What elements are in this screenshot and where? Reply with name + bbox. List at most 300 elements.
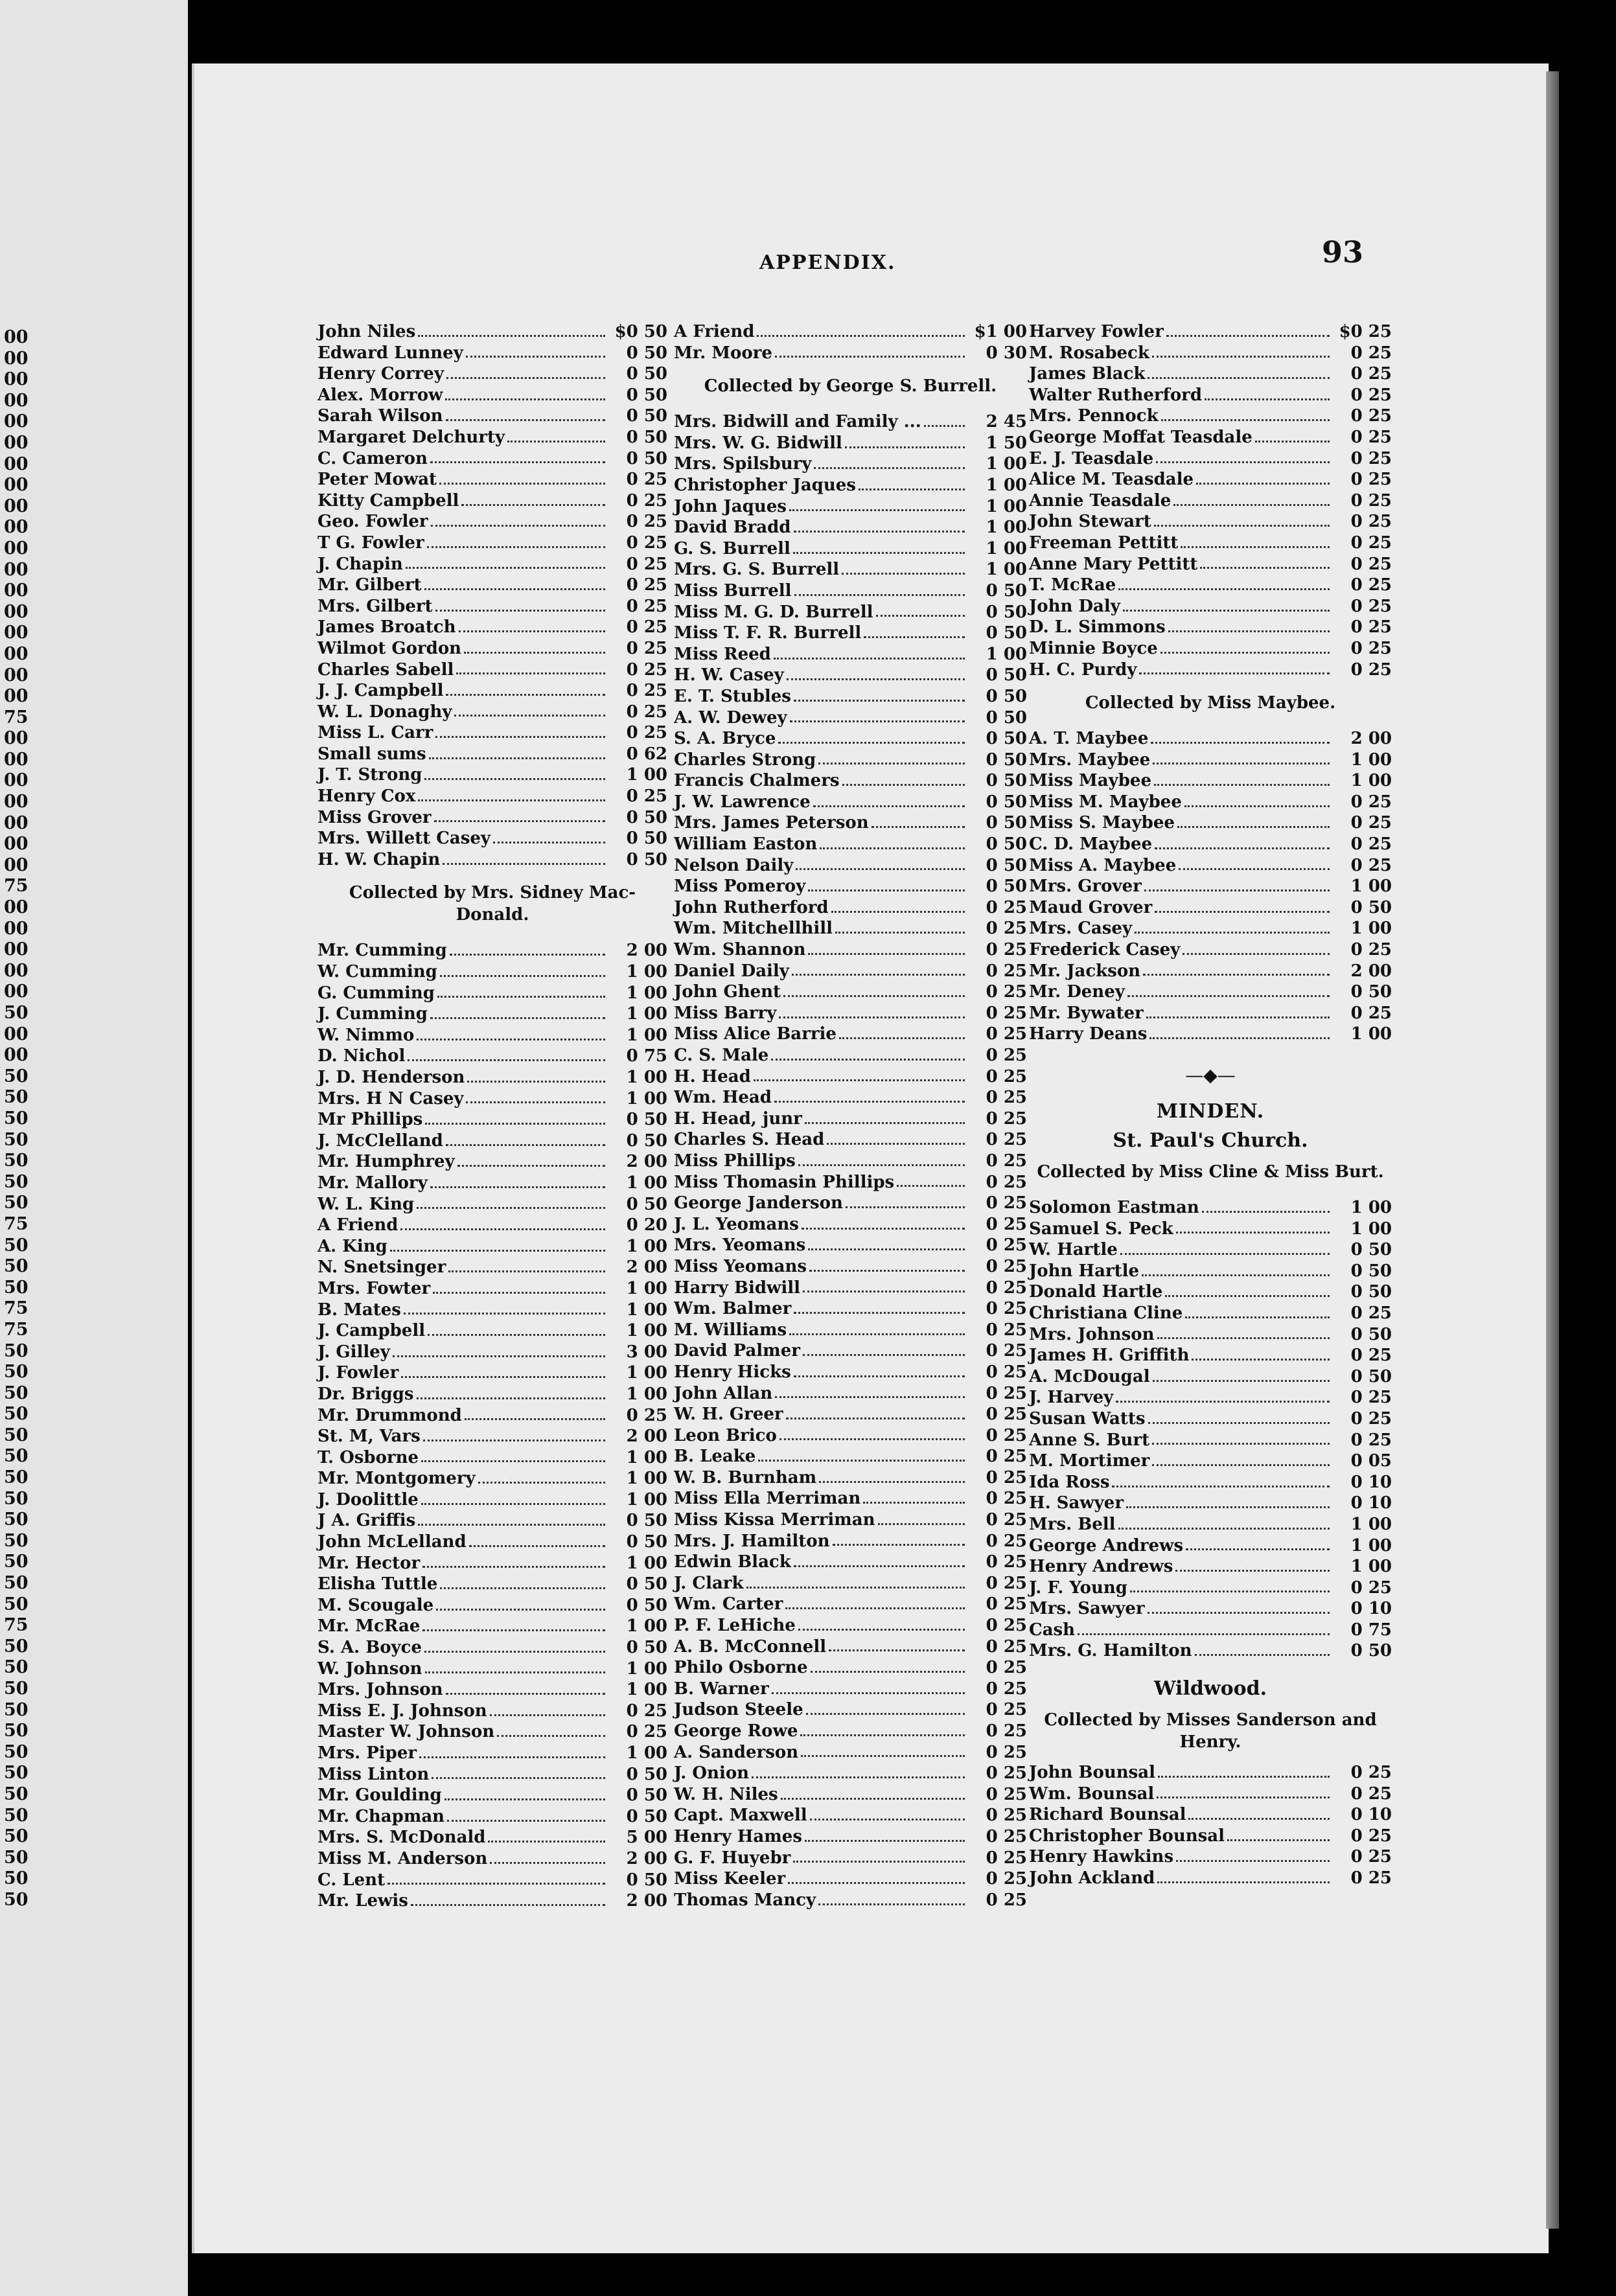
- subscriber-entry: [317, 1848, 667, 1870]
- subscriber-name: Mrs. Willett Casey: [317, 829, 491, 849]
- dot-leader: [924, 425, 965, 427]
- amount: 0 25: [986, 1700, 1027, 1720]
- prev-amount: 00: [4, 728, 29, 749]
- subscriber-name: Mr. Moore: [674, 343, 772, 363]
- prev-amount: 50: [4, 1868, 29, 1889]
- dot-leader: [418, 1524, 605, 1526]
- amount: 0 25: [986, 1742, 1027, 1762]
- subscriber-name: E. T. Stubles: [674, 686, 791, 706]
- amount: 2 00: [626, 1848, 667, 1868]
- prev-amount: 00: [4, 432, 29, 453]
- dot-leader: [788, 1882, 965, 1884]
- prev-amount: 50: [4, 1847, 29, 1868]
- subscriber-name: Miss A. Maybee: [1029, 855, 1177, 875]
- amount: 0 25: [986, 1573, 1027, 1593]
- amount: 0 50: [626, 448, 667, 468]
- prev-amount: 00: [4, 982, 29, 1002]
- prev-amount: 50: [4, 1889, 29, 1910]
- subscriber-entry: [1029, 770, 1392, 792]
- subscriber-entry: [317, 1574, 667, 1595]
- subscriber-name: Henry Hawkins: [1029, 1847, 1174, 1867]
- amount: 1 00: [626, 1553, 667, 1573]
- subscriber-entry: [1029, 897, 1392, 919]
- subscriber-name: Christiana Cline: [1029, 1303, 1183, 1323]
- subscriber-entry: [674, 855, 1027, 877]
- dot-leader: [1157, 1797, 1330, 1798]
- dot-leader: [1157, 1337, 1330, 1339]
- dot-leader: [1154, 525, 1330, 527]
- collector-heading: Collected by Mrs. Sidney Mac-Donald.: [349, 883, 636, 925]
- subscriber-entry: [317, 744, 667, 765]
- subscriber-entry: [674, 1108, 1027, 1130]
- dot-leader: [754, 1079, 965, 1081]
- dot-leader: [774, 1101, 965, 1103]
- subscriber-name: M. Mortimer: [1029, 1451, 1150, 1471]
- dot-leader: [1188, 1818, 1330, 1820]
- subscriber-entry: [1029, 533, 1392, 554]
- dot-leader: [845, 446, 965, 448]
- subscriber-entry: [674, 707, 1027, 729]
- subscriber-name: Mrs. H N Casey: [317, 1088, 464, 1108]
- dot-leader: [432, 1777, 605, 1779]
- subscriber-name: Wm. Balmer: [674, 1299, 792, 1319]
- prev-amount: 00: [4, 1045, 29, 1066]
- dot-leader: [418, 799, 605, 801]
- amount: 0 25: [986, 1784, 1027, 1804]
- subscriber-name: Miss Linton: [317, 1764, 430, 1784]
- subscriber-name: Mrs. Pennock: [1029, 406, 1159, 426]
- subscriber-name: W. L. Donaghy: [317, 702, 452, 722]
- subscriber-entry: [1029, 385, 1392, 406]
- subscriber-entry: [1029, 490, 1392, 512]
- subscriber-entry: [1029, 728, 1392, 750]
- prev-amount: 50: [4, 1404, 29, 1425]
- amount: $1 00: [974, 322, 1027, 341]
- collector-heading: Collected by George S. Burrell.: [704, 376, 997, 396]
- amount: 0 50: [626, 1532, 667, 1552]
- amount: 0 50: [626, 1764, 667, 1784]
- prev-amount: 50: [4, 1235, 29, 1256]
- subscriber-entry: [1029, 1535, 1392, 1557]
- subscriber-entry: [317, 1721, 667, 1743]
- subscriber-name: B. Mates: [317, 1300, 401, 1320]
- dot-leader: [1112, 1486, 1330, 1487]
- subscriber-entry: [1029, 406, 1392, 427]
- subscriber-name: C. S. Male: [674, 1046, 769, 1065]
- dot-leader: [450, 954, 605, 956]
- subscriber-name: Wilmot Gordon: [317, 638, 462, 658]
- dot-leader: [1146, 1016, 1330, 1018]
- dot-leader: [798, 1629, 965, 1631]
- subscriber-entry: [674, 1848, 1027, 1869]
- dot-leader: [466, 1101, 605, 1103]
- subscriber-name: Miss Kissa Merriman: [674, 1510, 875, 1530]
- amount: 0 25: [1350, 1826, 1392, 1846]
- amount: 1 00: [626, 1447, 667, 1467]
- subscriber-entry: [317, 961, 667, 983]
- dot-leader: [435, 610, 605, 612]
- dot-leader: [831, 911, 965, 913]
- amount: 1 00: [626, 1680, 667, 1700]
- dot-leader: [417, 1207, 605, 1209]
- subscriber-entry: [674, 1151, 1027, 1172]
- dot-leader: [787, 678, 965, 680]
- subscriber-entry: [674, 939, 1027, 961]
- amount: 0 50: [626, 1806, 667, 1826]
- amount: 0 25: [986, 1806, 1027, 1826]
- subscriber-name: Mrs. Sawyer: [1029, 1599, 1145, 1619]
- subscriber-entry: [317, 1890, 667, 1912]
- subscriber-name: John Jaques: [674, 496, 787, 516]
- subscriber-name: Miss Yeomans: [674, 1256, 807, 1276]
- subscriber-name: Donald Hartle: [1029, 1282, 1163, 1302]
- subscriber-entry: [317, 940, 667, 961]
- dot-leader: [1161, 419, 1330, 421]
- prev-amount: 00: [4, 939, 29, 960]
- amount: 0 50: [986, 771, 1027, 791]
- prev-amount: 00: [4, 855, 29, 875]
- prev-amount: 00: [4, 623, 29, 643]
- subscriber-name: Miss Alice Barrie: [674, 1024, 837, 1044]
- subscriber-name: J. J. Campbell: [317, 681, 444, 701]
- amount: 0 25: [1350, 1430, 1392, 1450]
- dot-leader: [1126, 1506, 1330, 1508]
- dot-leader: [1142, 1274, 1330, 1276]
- dot-leader: [789, 509, 965, 511]
- subscriber-name: J. D. Henderson: [317, 1068, 465, 1087]
- amount: 0 25: [986, 1151, 1027, 1171]
- dot-leader: [435, 736, 605, 738]
- subscriber-name: Henry Hicks: [674, 1362, 791, 1382]
- subscriber-entry: [1029, 1281, 1392, 1303]
- subscriber-entry: [317, 1659, 667, 1680]
- subscriber-name: Alex. Morrow: [317, 385, 443, 405]
- dot-leader: [775, 1396, 965, 1398]
- amount: 0 25: [626, 786, 667, 807]
- dot-leader: [1176, 1232, 1330, 1234]
- amount: 1 00: [1350, 1198, 1392, 1217]
- amount: 0 50: [626, 807, 667, 827]
- subscriber-entry: [317, 786, 667, 807]
- subscriber-entry: [317, 764, 667, 786]
- subscriber-name: Miss M. G. D. Burrell: [674, 602, 873, 622]
- subscriber-entry: [317, 1362, 667, 1384]
- subscriber-entry: [317, 1025, 667, 1046]
- collector-heading: Collected by Miss Maybee.: [1085, 693, 1336, 713]
- dot-leader: [446, 1144, 605, 1146]
- amount: 0 25: [986, 1467, 1027, 1487]
- dot-leader: [464, 652, 605, 654]
- subscriber-name: John Ghent: [674, 982, 781, 1002]
- subscriber-entry: [317, 363, 667, 385]
- subscriber-name: Edwin Black: [674, 1552, 791, 1572]
- dot-leader: [1185, 1316, 1330, 1318]
- dot-leader: [813, 805, 965, 807]
- dot-leader: [794, 700, 965, 702]
- dot-leader: [794, 531, 965, 533]
- subscriber-name: Miss Thomasin Phillips: [674, 1172, 895, 1192]
- subscriber-entry: [1029, 1451, 1392, 1472]
- subscriber-entry: [674, 792, 1027, 813]
- amount: 0 25: [986, 961, 1027, 981]
- amount: 0 25: [986, 1256, 1027, 1276]
- dot-leader: [792, 974, 965, 976]
- subscriber-entry: [317, 1151, 667, 1173]
- previous-page-amounts: [0, 327, 43, 1911]
- subscriber-entry: [1029, 617, 1392, 638]
- entry-list: [1029, 728, 1392, 1045]
- subscriber-name: Miss M. Maybee: [1029, 792, 1182, 812]
- amount: 0 25: [626, 723, 667, 743]
- subscriber-entry: [317, 1532, 667, 1553]
- prev-amount: 50: [4, 1763, 29, 1784]
- dot-leader: [1177, 826, 1330, 828]
- dot-leader: [783, 995, 965, 997]
- subscriber-entry: [1029, 939, 1392, 961]
- dot-leader: [425, 1671, 605, 1673]
- prev-amount: 50: [4, 1552, 29, 1572]
- subscriber-name: James Broatch: [317, 617, 456, 637]
- subscriber-name: Mrs. Yeomans: [674, 1235, 806, 1256]
- amount: 1 00: [1350, 919, 1392, 939]
- amount: 1 00: [626, 1025, 667, 1045]
- subscriber-name: Mrs. Spilsbury: [674, 454, 812, 474]
- dot-leader: [406, 567, 605, 569]
- subscriber-name: Wm. Shannon: [674, 940, 806, 960]
- subscriber-entry: [674, 538, 1027, 560]
- prev-amount: 00: [4, 601, 29, 622]
- subscriber-entry: [1029, 575, 1392, 596]
- subscriber-entry: [317, 849, 667, 871]
- amount: 2 00: [626, 1427, 667, 1447]
- subscriber-entry: [674, 1699, 1027, 1721]
- amount: 0 25: [626, 470, 667, 490]
- prev-amount: 00: [4, 792, 29, 812]
- subscriber-name: Maud Grover: [1029, 897, 1153, 917]
- subscriber-name: Miss T. F. R. Burrell: [674, 623, 862, 643]
- subscriber-entry: [1029, 876, 1392, 897]
- amount: 0 25: [626, 512, 667, 532]
- amount: 0 50: [626, 1511, 667, 1531]
- entry-list: [317, 940, 667, 1911]
- prev-amount: 00: [4, 496, 29, 516]
- subscriber-name: H. Sawyer: [1029, 1493, 1124, 1513]
- amount: 0 50: [1350, 897, 1392, 917]
- dot-leader: [1205, 398, 1330, 400]
- entry-list: [674, 321, 1027, 363]
- dot-leader: [809, 1270, 965, 1272]
- subscriber-entry: [674, 1066, 1027, 1088]
- subscriber-entry: [674, 559, 1027, 580]
- subscriber-entry: [674, 453, 1027, 475]
- subscriber-name: Philo Osborne: [674, 1658, 808, 1678]
- amount: 0 25: [986, 1172, 1027, 1192]
- dot-leader: [478, 1482, 605, 1484]
- subscriber-name: B. Warner: [674, 1679, 769, 1699]
- dot-leader: [434, 820, 605, 822]
- amount: 0 25: [986, 1679, 1027, 1699]
- subscriber-entry: [317, 343, 667, 364]
- subscriber-entry: [674, 1214, 1027, 1235]
- subscriber-name: Miss Keeler: [674, 1869, 786, 1889]
- dot-leader: [746, 1587, 965, 1589]
- subscriber-entry: [674, 1045, 1027, 1066]
- subscriber-entry: [317, 1405, 667, 1427]
- subscriber-entry: [674, 1488, 1027, 1510]
- subscriber-entry: [674, 1636, 1027, 1658]
- subscriber-entry: [317, 554, 667, 575]
- amount: 0 25: [1350, 554, 1392, 574]
- amount: 1 00: [626, 1004, 667, 1024]
- subscriber-name: Mr. Hector: [317, 1553, 421, 1573]
- amount: 0 50: [986, 877, 1027, 897]
- subscriber-name: Mr. Cumming: [317, 941, 447, 961]
- dot-leader: [863, 1502, 965, 1504]
- subscriber-entry: [317, 1067, 667, 1088]
- amount: 0 25: [1350, 448, 1392, 468]
- dot-leader: [1127, 995, 1330, 997]
- amount: 0 10: [1350, 1493, 1392, 1513]
- amount: 0 25: [1350, 1346, 1392, 1366]
- prev-amount: 50: [4, 1741, 29, 1762]
- dot-leader: [456, 672, 605, 674]
- dot-leader: [421, 1460, 605, 1462]
- dot-leader: [436, 1609, 605, 1611]
- subscriber-entry: [674, 475, 1027, 496]
- amount: 0 50: [626, 406, 667, 426]
- subscriber-entry: [317, 1342, 667, 1363]
- subscriber-entry: [317, 1447, 667, 1469]
- subscriber-entry: [317, 1743, 667, 1764]
- amount: 0 25: [1350, 512, 1392, 532]
- subscriber-name: Judson Steele: [674, 1700, 803, 1720]
- subscriber-entry: [1029, 1514, 1392, 1535]
- dot-leader: [393, 1355, 605, 1357]
- dot-leader: [417, 1039, 605, 1040]
- amount: 0 50: [626, 829, 667, 849]
- amount: 0 50: [1350, 1324, 1392, 1344]
- amount: 0 25: [986, 1278, 1027, 1298]
- amount: 1 00: [626, 1236, 667, 1256]
- amount: 0 50: [986, 792, 1027, 812]
- subscriber-name: Mrs. Bidwill and Family ...: [674, 412, 921, 432]
- dot-leader: [422, 1566, 605, 1568]
- subscriber-name: M. Williams: [674, 1320, 787, 1340]
- dot-leader: [790, 720, 965, 722]
- subscriber-entry: [674, 897, 1027, 919]
- prev-amount: 50: [4, 1425, 29, 1445]
- amount: 1 00: [626, 1088, 667, 1108]
- prev-amount: 75: [4, 1615, 29, 1636]
- dot-leader: [437, 996, 605, 998]
- subscriber-name: Miss Pomeroy: [674, 877, 806, 897]
- page-edge: [1546, 71, 1559, 2229]
- prev-amount: 50: [4, 1108, 29, 1129]
- subscriber-entry: [1029, 638, 1392, 660]
- subscriber-entry: [674, 1278, 1027, 1299]
- section-title: MINDEN.: [1156, 1100, 1265, 1123]
- dot-leader: [833, 1544, 965, 1546]
- dot-leader: [401, 1376, 605, 1378]
- subscriber-entry: [674, 1573, 1027, 1594]
- subscriber-entry: [1029, 1472, 1392, 1493]
- amount: 0 25: [1350, 470, 1392, 490]
- subscriber-entry: [674, 1024, 1027, 1045]
- subscriber-entry: [674, 1340, 1027, 1362]
- subscriber-name: Richard Bounsal: [1029, 1805, 1186, 1825]
- entry-list: [317, 321, 667, 870]
- prev-amount: 00: [4, 643, 29, 664]
- subscriber-entry: [1029, 1024, 1392, 1045]
- dot-leader: [1227, 1839, 1330, 1841]
- subscriber-entry: [1029, 1303, 1392, 1324]
- subscriber-entry: [1029, 1826, 1392, 1847]
- subscriber-name: J A. Griffis: [317, 1511, 416, 1531]
- subscriber-entry: [1029, 1578, 1392, 1599]
- dot-leader: [1192, 1359, 1330, 1360]
- subscriber-name: T G. Fowler: [317, 533, 424, 553]
- dot-leader: [1151, 742, 1330, 744]
- dot-leader: [805, 1122, 965, 1124]
- dot-leader: [1195, 1654, 1330, 1656]
- subscriber-name: J. Chapin: [317, 554, 403, 574]
- subscriber-name: Frederick Casey: [1029, 940, 1181, 960]
- subscriber-name: Henry Hames: [674, 1826, 802, 1846]
- subscriber-name: Wm. Bounsal: [1029, 1784, 1155, 1804]
- dot-leader: [490, 1714, 605, 1716]
- amount: 0 25: [986, 1130, 1027, 1150]
- subscriber-name: Mr. Gilbert: [317, 575, 422, 595]
- prev-amount: 00: [4, 960, 29, 981]
- dot-leader: [440, 975, 605, 977]
- subscriber-name: A. Sanderson: [674, 1742, 799, 1762]
- dot-leader: [1158, 1776, 1330, 1778]
- amount: 1 00: [1350, 750, 1392, 770]
- subscriber-name: Susan Watts: [1029, 1408, 1146, 1429]
- subscriber-name: Alice M. Teasdale: [1029, 470, 1194, 490]
- subscriber-name: Small sums: [317, 744, 426, 764]
- dot-leader: [778, 742, 965, 744]
- amount: 0 25: [1350, 660, 1392, 680]
- dot-leader: [808, 890, 965, 891]
- subscriber-entry: [1029, 1003, 1392, 1024]
- dot-leader: [418, 335, 605, 337]
- amount: 0 50: [986, 665, 1027, 685]
- amount: 0 25: [986, 982, 1027, 1002]
- column-1: [317, 321, 667, 1912]
- dot-leader: [1160, 652, 1330, 654]
- prev-amount: 00: [4, 770, 29, 791]
- subscriber-entry: [674, 1235, 1027, 1256]
- prev-amount: 50: [4, 1129, 29, 1150]
- prev-amount: 50: [4, 1467, 29, 1488]
- subscriber-name: W. B. Burnham: [674, 1467, 817, 1487]
- amount: 0 25: [986, 1405, 1027, 1425]
- amount: 0 50: [986, 813, 1027, 833]
- dot-leader: [404, 1313, 605, 1314]
- amount: 0 25: [626, 490, 667, 511]
- dot-leader: [786, 1418, 965, 1419]
- amount: 2 00: [626, 1152, 667, 1172]
- subscriber-name: Mrs. Grover: [1029, 877, 1142, 897]
- amount: 1 00: [626, 1743, 667, 1763]
- dot-leader: [457, 1165, 605, 1167]
- collector-heading: Collected by Misses Sanderson and Henry.: [1044, 1710, 1377, 1752]
- subscriber-name: James H. Griffith: [1029, 1346, 1190, 1366]
- dot-leader: [818, 763, 965, 764]
- amount: $0 50: [614, 322, 667, 341]
- subscriber-entry: [317, 1764, 667, 1785]
